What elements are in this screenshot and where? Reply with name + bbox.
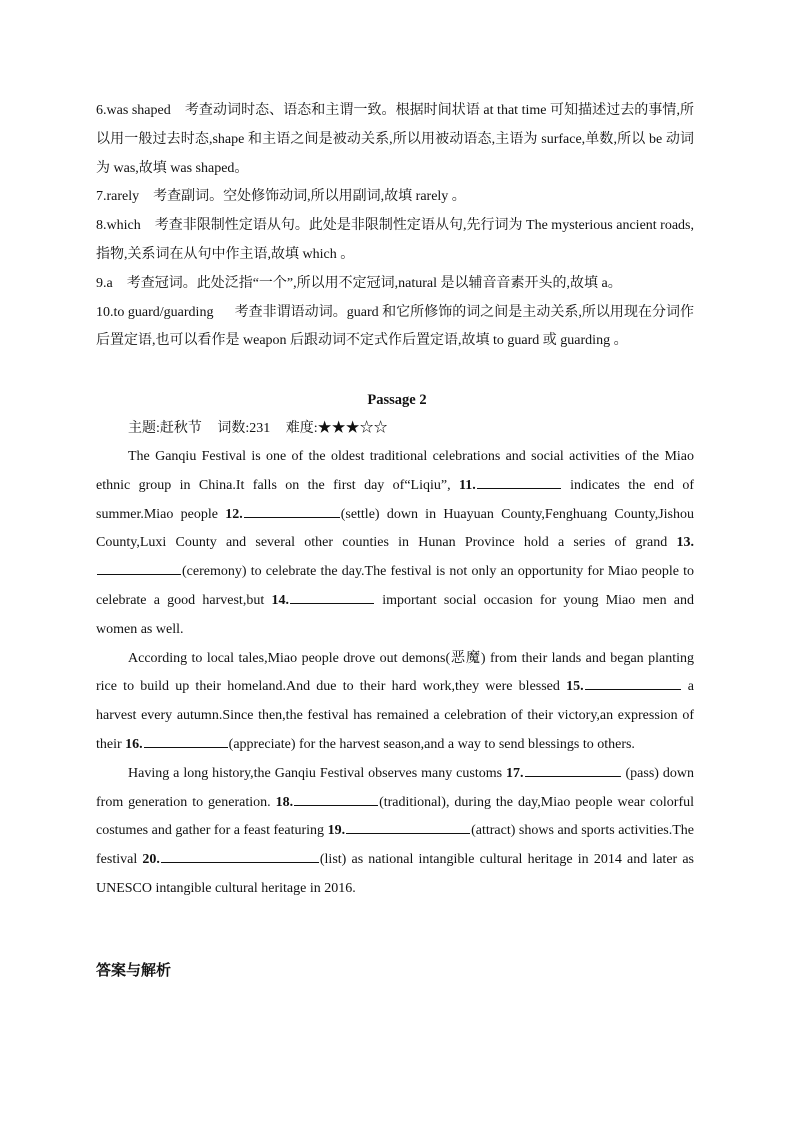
answer-blank[interactable] xyxy=(144,733,228,748)
passage-text: to celebrate the day.The festival is not only an opportunity for Miao people to celebrate a good harvest,but xyxy=(96,564,695,608)
hint-word: (attract) xyxy=(471,823,516,839)
answer-item xyxy=(96,183,694,212)
answer-text: 考查非谓语动词。guard 和它所修饰的词之间是主动关系,所以用现在分词作后置定语,也可以看作是 weapon 后跟动词不定式作后置定语,故填 to guard 或 guarding 。 xyxy=(96,304,695,349)
answer-key: 10.to guard/guarding xyxy=(96,304,214,320)
passage-text: a harvest every autumn.Since then,the festival has remained a celebration of their victory,an expression of their xyxy=(96,679,695,752)
passage-text: The Ganqiu Festival is one of the oldest traditional celebrations and social activities of the Miao ethnic group in China.It falls on the first day of“Liqiu”, xyxy=(96,449,694,493)
answer-key: 9.a xyxy=(96,275,113,291)
question-number: 12. xyxy=(225,506,243,522)
answer-key: 6.was shaped xyxy=(96,103,171,118)
answer-blank[interactable] xyxy=(346,819,470,834)
answer-key: 8.which xyxy=(96,218,141,234)
passage-text: during the day,Miao people wear colorful costumes and gather for a feast featuring xyxy=(96,794,694,839)
passage-text: down from generation to generation. xyxy=(96,765,695,810)
passage-text: Having a long history,the Ganqiu Festival observes many customs xyxy=(128,765,503,781)
question-number: 20. xyxy=(142,852,160,868)
hint-word: (traditional), xyxy=(379,794,450,810)
passage-word-count: 词数:231 xyxy=(217,421,271,436)
answer-item xyxy=(96,97,694,183)
answer-blank[interactable] xyxy=(525,762,621,777)
hint-word: (settle) xyxy=(340,506,380,522)
passage-text: shows and sports activities.The festival xyxy=(96,823,695,868)
passage-text: According to local tales,Miao people drove out demons(恶魔) from their lands and began planting rice to build up their homeland.And due to their hard work,they were blessed xyxy=(96,650,694,695)
hint-word: (ceremony) xyxy=(182,564,247,580)
answer-blank[interactable] xyxy=(294,791,378,806)
passage-body xyxy=(96,443,694,904)
passage-text: for the harvest season,and a way to send blessings to others. xyxy=(299,736,635,752)
hint-word: (pass) xyxy=(625,765,659,781)
passage-theme: 主题:赶秋节 xyxy=(128,421,202,436)
answer-blank[interactable] xyxy=(161,848,319,863)
question-number: 19. xyxy=(327,823,346,839)
passage-meta xyxy=(128,415,400,443)
answer-text: 考查副词。空处修饰动词,所以用副词,故填 rarely 。 xyxy=(153,189,466,205)
passage-paragraph xyxy=(96,760,694,904)
answer-text: 考查冠词。此处泛指“一个”,所以用不定冠词,natural 是以辅音音素开头的,故填 a。 xyxy=(126,275,622,291)
question-number: 14. xyxy=(271,592,289,608)
passage-paragraph xyxy=(96,443,694,645)
hint-word: (list) xyxy=(319,852,347,868)
passage-title: Passage 2 xyxy=(367,392,427,408)
answer-blank[interactable] xyxy=(477,474,561,489)
answer-text: 考查非限制性定语从句。此处是非限制性定语从句,先行词为 The mysterious ancient roads,指物,关系词在从句中作主语,故填 which 。 xyxy=(96,218,695,262)
passage-text: down in Huayuan County,Fenghuang County,Jishou County,Luxi County and several other counties in Hunan Province hold a series of grand xyxy=(96,506,694,551)
answer-text: 考查动词时态、语态和主谓一致。根据时间状语 at that time 可知描述过去的事情,所以用一般过去时态,shape 和主语之间是被动关系,所以用被动语态,主语为 surface,单数,所以 be 动词为 was,故填 was shaped。 xyxy=(96,103,694,176)
answer-section-heading: 答案与解析 xyxy=(96,961,172,979)
question-number: 16. xyxy=(125,736,143,752)
answer-key: 7.rarely xyxy=(96,189,140,205)
hint-word: (appreciate) xyxy=(228,736,296,752)
passage-text: important social occasion for young Miao men and women as well. xyxy=(96,592,695,637)
answer-blank[interactable] xyxy=(97,560,181,575)
passage-difficulty: 难度:★★★☆☆ xyxy=(285,421,388,436)
passage-text: as national intangible cultural heritage in 2014 and later as UNESCO intangible cultural heritage in 2016. xyxy=(96,852,695,896)
answer-blank[interactable] xyxy=(585,675,681,690)
question-number: 18. xyxy=(275,794,294,810)
question-number: 11. xyxy=(458,477,476,493)
answer-item xyxy=(96,270,694,299)
question-number: 15. xyxy=(566,679,584,695)
question-number: 13. xyxy=(676,535,694,551)
answer-item xyxy=(96,299,694,357)
answer-blank[interactable] xyxy=(290,589,374,604)
answer-item xyxy=(96,212,694,270)
answer-explanations xyxy=(96,97,694,356)
passage-paragraph xyxy=(96,645,694,760)
question-number: 17. xyxy=(506,765,524,781)
passage-text: indicates the end of summer.Miao people xyxy=(96,477,694,522)
answer-blank[interactable] xyxy=(244,503,340,518)
